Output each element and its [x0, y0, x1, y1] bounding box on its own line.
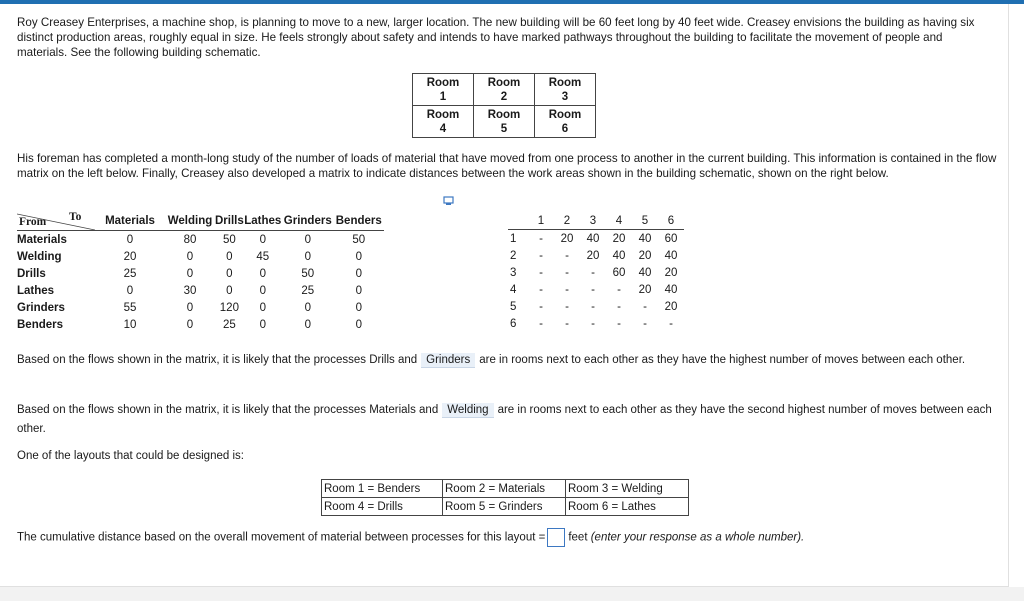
flow-row: Welding 20 0 0 45 0 0 [17, 250, 362, 263]
flow-row: Lathes 0 30 0 0 25 0 [17, 284, 362, 297]
dist-col-header: 5 [632, 212, 658, 230]
question-1: Based on the flows shown in the matrix, it is likely that the processes Drills and Grinders are in rooms next to each other as they have the highest number of moves between each other. [17, 354, 966, 366]
room-cell: Room 1 [413, 74, 474, 106]
flow-row: Drills 25 0 0 0 50 0 [17, 267, 362, 280]
room-cell: Room 2 [474, 74, 535, 106]
flow-corner-header: From To [17, 212, 95, 231]
room-cell: Room 5 [474, 106, 535, 138]
distance-matrix [508, 212, 684, 332]
dist-row: 4 - - - - 20 40 [510, 283, 678, 296]
foreman-paragraph: His foreman has completed a month-long study of the number of loads of material that have moved from one process to another in the current building. This information is contained in the flow matrix on the left below. Finally, Creasey also developed a matrix to indicate distances between the work areas shown in the building schematic, shown on the right below. [17, 152, 997, 180]
layout-cell: Room 3 = Welding [566, 480, 689, 498]
building-schematic [412, 73, 596, 138]
flow-row: Grinders 55 0 120 0 0 0 [17, 301, 362, 314]
final-question: The cumulative distance based on the overall movement of material between processes for this layout = feet (enter your response as a whole number). [17, 528, 804, 547]
dist-row: 1 - 20 40 20 40 60 [510, 232, 678, 245]
edit-icon[interactable] [443, 196, 455, 206]
dist-col-header: 2 [554, 212, 580, 230]
flow-matrix [17, 212, 384, 333]
dist-row: 3 - - - 60 40 20 [510, 266, 678, 279]
layout-cell: Room 1 = Benders [322, 480, 443, 498]
answer-dropdown-2[interactable]: Welding [442, 403, 493, 418]
layout-intro: One of the layouts that could be designed is: [17, 450, 244, 462]
dist-col-header: 3 [580, 212, 606, 230]
dist-row: 5 - - - - - 20 [510, 300, 678, 313]
flow-col-header: Drills [215, 212, 244, 231]
question-2: Based on the flows shown in the matrix, it is likely that the processes Materials and Welding are in rooms next to each other as they have the second highest number of moves between each other. [17, 404, 992, 435]
layout-cell: Room 4 = Drills [322, 498, 443, 516]
room-cell: Room 3 [535, 74, 596, 106]
dist-row: 2 - - 20 40 20 40 [510, 249, 678, 262]
flow-row: Benders 10 0 25 0 0 0 [17, 318, 362, 331]
flow-row: Materials 0 80 50 0 0 50 [17, 233, 366, 246]
flow-col-header: Materials [95, 212, 165, 231]
distance-answer-input[interactable] [547, 528, 565, 547]
dist-row: 6 - - - - - - [510, 317, 673, 330]
flow-col-header: Benders [334, 212, 384, 231]
dist-col-header: 1 [528, 212, 554, 230]
room-cell: Room 6 [535, 106, 596, 138]
flow-col-header: Welding [165, 212, 215, 231]
layout-table [321, 479, 689, 516]
flow-col-header: Lathes [244, 212, 282, 231]
footer-band [0, 587, 1024, 601]
layout-cell: Room 2 = Materials [443, 480, 566, 498]
flow-col-header: Grinders [282, 212, 334, 231]
layout-cell: Room 5 = Grinders [443, 498, 566, 516]
intro-paragraph: Roy Creasey Enterprises, a machine shop, is planning to move to a new, larger location. The new building will be 60 feet long by 40 feet wide. Creasey envisions the building as having six distinct production areas, roughly equal in size. He feels strongly about safety and intends to have marked pathways throughout the building to facilitate the movement of people and materials. See the following building schematic. [17, 16, 975, 59]
answer-dropdown-1[interactable]: Grinders [421, 353, 475, 368]
room-cell: Room 4 [413, 106, 474, 138]
dist-col-header: 4 [606, 212, 632, 230]
layout-cell: Room 6 = Lathes [566, 498, 689, 516]
dist-col-header: 6 [658, 212, 684, 230]
